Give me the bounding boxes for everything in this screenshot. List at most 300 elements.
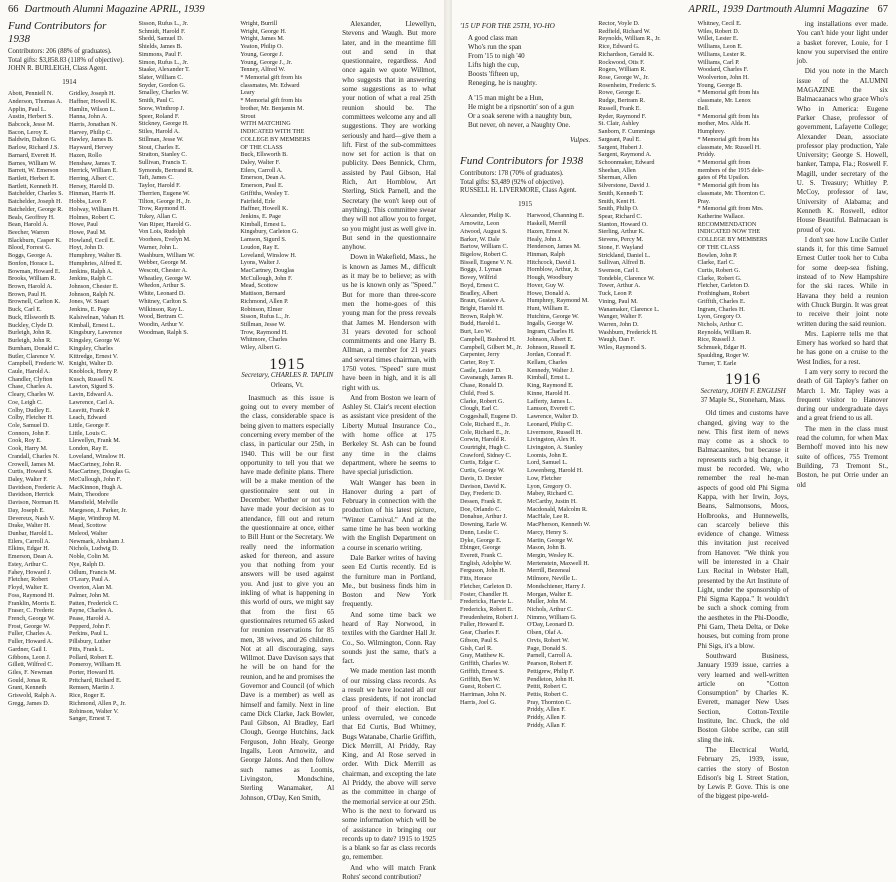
contributor-name: Doe, Orlando C. bbox=[460, 505, 501, 513]
contributor-name: Lawrence, Walter D. bbox=[527, 413, 579, 421]
contributor-name: Schmuek, Edgar H. bbox=[697, 344, 746, 352]
contributor-name: Carpenter, Jerry bbox=[460, 351, 500, 359]
contributor-name: Lyon, Gregory O. bbox=[527, 482, 572, 490]
contributor-name: Batchelder, Charles S. bbox=[8, 190, 64, 198]
contributor-name: Leary bbox=[240, 89, 255, 97]
contributor-name: Kusch, Russell N. bbox=[69, 375, 114, 383]
class-notes-paragraph: Dale Barker writes of having seen Ed Curtis recently. Ed is the furniture man in Portland, Me., but business finds him in Boston and New York frequently. bbox=[342, 553, 436, 609]
contributor-name: Woodman, Ralph S. bbox=[138, 328, 189, 336]
contributor-name: Priddy, Allen F. bbox=[527, 706, 566, 714]
contributor-name: Burnham, Donald C. bbox=[8, 344, 60, 352]
contributor-name: Abott, Penniell N. bbox=[8, 90, 54, 98]
contributor-name: Ferguson, John H. bbox=[460, 567, 506, 575]
contributor-name: Stout, Charles E. bbox=[138, 143, 181, 151]
class-notes-1916 bbox=[698, 409, 789, 801]
contributor-name: Griffith, Charles E. bbox=[697, 297, 746, 305]
contributor-name: McCullough, John F. bbox=[240, 274, 293, 282]
contributor-name: Muller, John M. bbox=[527, 598, 568, 606]
contributor-name: Kingsley, Charles bbox=[69, 344, 113, 352]
class-address-1915: Orleans, Vt. bbox=[270, 381, 304, 389]
contributor-name: Gould, Jonas R. bbox=[8, 676, 48, 684]
contributor-name: brother, Mr. Benjamin M. bbox=[240, 104, 305, 112]
contributor-name: Ryder, Raymond F. bbox=[598, 112, 647, 120]
contributor-name: Mead, Scottow bbox=[240, 282, 278, 290]
contributor-name: Snyder, Gordon G. bbox=[138, 81, 186, 89]
contributor-list-a bbox=[8, 90, 64, 723]
contributor-name: Mason, John B. bbox=[527, 544, 566, 552]
contributor-name: Porter, Howard H. bbox=[69, 668, 115, 676]
contributor-name: Williams, Lester R. bbox=[697, 50, 746, 58]
contributor-name: Symonds, Bertrand R. bbox=[138, 166, 194, 174]
contributor-name: Rosenheim, Frederic S. bbox=[598, 81, 657, 89]
contributor-name: Hanna, John A. bbox=[69, 113, 108, 121]
left-page bbox=[0, 0, 444, 882]
contributor-name: Pitts, Frank L. bbox=[69, 645, 105, 653]
contributor-name: Blackburn, Casper K. bbox=[8, 236, 62, 244]
left-col-3 bbox=[139, 20, 233, 598]
contributor-name: Gish, Carl R. bbox=[460, 644, 493, 652]
contributor-name: Mabey, Richard C. bbox=[527, 490, 574, 498]
contributor-name: OF THE CLASS bbox=[240, 143, 283, 151]
contributor-name: Castle, Lester D. bbox=[460, 366, 502, 374]
contributor-name: Griffith, Ernest S. bbox=[460, 667, 505, 675]
contributor-name: Brown, Ralph W. bbox=[460, 312, 503, 320]
contributor-name: Burleigh, John R. bbox=[8, 329, 52, 337]
contributor-name: Chase, Ronald D. bbox=[460, 382, 504, 390]
contributor-name: Gibson, Paul S. bbox=[460, 636, 499, 644]
contributor-name: Humphrey. bbox=[697, 128, 726, 136]
contributor-name: COLLEGE BY MEMBERS bbox=[697, 236, 768, 244]
contributor-name: Pepperd, John F. bbox=[69, 622, 111, 630]
poem-credit: Vulpes. bbox=[570, 136, 591, 145]
contributor-name: Smalley, Charles W. bbox=[138, 89, 189, 97]
contributor-name: Hough, Woodbury bbox=[527, 274, 573, 282]
contributor-name: Snow, Winthrop J. bbox=[138, 104, 185, 112]
contributor-name: Nimmo, William G. bbox=[527, 613, 577, 621]
contributor-name: Babcock, Jesse M. bbox=[8, 120, 55, 128]
contributor-name: Crowell, James M. bbox=[8, 460, 55, 468]
contributor-name: Shedd, Samuel D. bbox=[138, 35, 184, 43]
contributor-name: Martin, George W. bbox=[527, 536, 574, 544]
contributor-name: Mondschiener, Harry J. bbox=[527, 582, 586, 590]
contributor-name: Emerson, Paul E. bbox=[240, 182, 284, 190]
contributor-name: Brown, Paul H. bbox=[8, 290, 47, 298]
contributor-name: Anderson, Thomas A. bbox=[8, 97, 63, 105]
contributor-name: Morgan, Walter E. bbox=[527, 590, 573, 598]
contributor-name: Johnson, Russell E. bbox=[527, 343, 576, 351]
contributor-name: Jenkins, Ralph C. bbox=[69, 275, 113, 283]
contributor-name: Elkins, Edgar H. bbox=[8, 545, 50, 553]
contributor-name: Strout bbox=[240, 112, 256, 120]
contributor-name: Kimball, Ernest L. bbox=[240, 220, 287, 228]
fund-year-1914: 1914 bbox=[62, 77, 77, 86]
contributor-name: Rogers, William R. bbox=[598, 66, 647, 74]
contributor-name: Campbell, Gilbert M., Jr. bbox=[460, 343, 523, 351]
contributor-name: Ingalls, George W. bbox=[527, 320, 574, 328]
contributor-name: * Memorial gift from Mrs. bbox=[697, 205, 764, 213]
contributor-name: Fletcher, Carleton D. bbox=[697, 282, 750, 290]
contributor-name: Fuller, Charles A. bbox=[8, 630, 52, 638]
contributor-name: Cavanaugh, James R. bbox=[460, 374, 514, 382]
contributor-name: O'Day, Leonard D. bbox=[527, 621, 574, 629]
contributor-name: Barnard, Everett H. bbox=[8, 151, 57, 159]
contributor-name: Harvey, Philip C. bbox=[69, 128, 112, 136]
contributor-name: Loveland, Winslow H. bbox=[69, 452, 126, 460]
contributor-name: Rockwood, Otis F. bbox=[598, 58, 645, 66]
contributor-name: Burt, Leo W. bbox=[460, 328, 492, 336]
contributor-name: Redfield, Richard W. bbox=[598, 27, 651, 35]
contributor-name: Sisson, Rufus L., Jr. bbox=[240, 313, 291, 321]
contributor-name: Waugh, Dan F. bbox=[598, 336, 636, 344]
poem-line: Reneging, he is naughty. bbox=[468, 79, 537, 88]
contributor-name: Main, Theodore bbox=[69, 491, 109, 499]
contributor-name: Woodard, Charles F. bbox=[697, 66, 749, 74]
contributor-name: COLLEGE BY MEMBERS bbox=[240, 135, 311, 143]
contributor-name: Fitts, Horace bbox=[460, 575, 492, 583]
left-col-fund-1914 bbox=[8, 20, 131, 723]
contributor-name: Reynolds, William R., Jr. bbox=[598, 35, 661, 43]
contributor-name: Cole, Richard E., Jr. bbox=[460, 420, 511, 428]
contributor-name: Fuller, Howard A. bbox=[8, 638, 53, 646]
contributor-name: Kimball, Ernst L. bbox=[527, 374, 571, 382]
contributor-name: Jordan, Conrad F. bbox=[527, 351, 571, 359]
contributor-name: Wiley, Albert G. bbox=[240, 344, 281, 352]
contributor-name: Perkins, Paul L. bbox=[69, 630, 109, 638]
contributor-name: Bradley, Albert bbox=[460, 289, 498, 297]
contributor-name: Jenkins, E. Page bbox=[240, 212, 281, 220]
contributor-name: Hazen, Rollo bbox=[69, 151, 102, 159]
contributor-name: Smith, Kent H. bbox=[598, 197, 636, 205]
contributor-name: Pettit, Robert C. bbox=[527, 683, 568, 691]
contributor-name: Robinson, Walter V. bbox=[69, 707, 119, 715]
contributor-name: Newmark, Abraham J. bbox=[69, 537, 125, 545]
contributor-name: Tenney, Alfred W. bbox=[240, 66, 286, 74]
contributor-name: Shields, James B. bbox=[138, 43, 183, 51]
contributor-name: Barlow, Richard J.S. bbox=[8, 144, 59, 152]
contributor-name: Wilkinson, Ray L. bbox=[138, 305, 184, 313]
contributor-name: Leach, Edward bbox=[69, 414, 107, 422]
contributor-name: Stratton, Stanley C. bbox=[138, 151, 187, 159]
contributor-name: Chandler, Clyfton bbox=[8, 375, 53, 383]
contributor-name: Parnell, Carroll A. bbox=[527, 652, 573, 660]
contributor-name: Curtis, Robert G. bbox=[697, 267, 741, 274]
contributor-name: Fahey, Howard J. bbox=[8, 568, 52, 576]
contributor-name: Pease, Harold A. bbox=[69, 614, 111, 622]
contributor-name: O'Leary, Paul A. bbox=[69, 576, 110, 584]
contributor-name: Clough, Earl C. bbox=[460, 405, 499, 413]
contributor-name: Washburn, Frederick H. bbox=[598, 328, 658, 336]
contributor-name: Bartlett, Herbert E. bbox=[8, 174, 56, 182]
contributor-name: Lamson, Sigurd S. bbox=[240, 236, 287, 244]
contributor-name: Stillman, Jesse W. bbox=[240, 321, 286, 329]
contributor-name: Leonard, Philip C. bbox=[527, 420, 573, 428]
contributor-name: Livingston, A. Stanley bbox=[527, 443, 583, 451]
contributor-name: Sherman, Allen bbox=[598, 174, 637, 182]
contributor-name: Haskell, Merrill bbox=[527, 220, 567, 228]
contributor-name: Howe, Donald A. bbox=[527, 289, 571, 297]
contributor-name: Harris, Joel G. bbox=[460, 698, 497, 706]
contributor-name: Lowenberg, Harold H. bbox=[527, 467, 583, 475]
poem-line: But never, oh never, a Naughty One. bbox=[468, 121, 571, 130]
right-page bbox=[452, 0, 896, 801]
contributor-name: Howland, Cecil E. bbox=[69, 236, 115, 244]
contributor-name: Lyons, Walter J. bbox=[240, 259, 281, 267]
contributor-name: * Memorial gift from his bbox=[697, 135, 760, 143]
contributor-name: Turner, T. Earle bbox=[697, 359, 737, 367]
contributor-name: Cole, Richard E., Jr. bbox=[460, 428, 511, 436]
contributor-name: Fletcher, Robert bbox=[8, 576, 48, 584]
left-col-4 bbox=[240, 20, 335, 802]
contributor-name: MacPherson, Kenneth W. bbox=[527, 521, 591, 529]
contributor-name: Speer, Roland F. bbox=[138, 112, 180, 120]
contributor-name: Ebinger, George bbox=[460, 544, 501, 552]
contributor-name: Davison, David K. bbox=[460, 482, 507, 490]
contributor-name: Washburn, William W. bbox=[138, 251, 195, 259]
contributor-name: Stickney, George H. bbox=[138, 120, 189, 128]
poem-title: '15 UP FOR THE 25TH, YO-HO bbox=[460, 22, 555, 30]
contributor-name: Kalsivelnan, Vahan H. bbox=[69, 313, 125, 321]
contributor-name: Holmes, Robert C. bbox=[69, 213, 116, 221]
contributor-name: Tuck, Leon P. bbox=[598, 290, 633, 298]
poem-line: Who's run the span bbox=[468, 43, 522, 52]
contributor-name: Priddy, Allen F. bbox=[527, 714, 566, 722]
contributor-name: Bean, Harold A. bbox=[8, 221, 49, 229]
contributor-name: Spaulding, Roger W. bbox=[697, 351, 750, 359]
contributor-lists-1914 bbox=[8, 90, 131, 723]
contributor-name: Johnson, Albert E. bbox=[527, 335, 573, 343]
contributor-name: Henderson, James M. bbox=[527, 243, 581, 251]
contributor-name: Smith, Kenneth T. bbox=[598, 189, 644, 197]
class-notes-paragraph: Inasmuch as this issue is going out to every member of the class, considerable space is being given to matters especially concerning every member of the class, in particular our 25th, in 1940. This will be our first opportunity to tell you that we have made definite plans. There will be a make mention of the questionnaire sent out in December. Whether or not you have made your decision as to attendance, fill out and return the questionnaire at once, either to Bill Hunt or the Secretary. We really need the information asked for thereon, and assure you that nothing from your answers will be used against you. And just to give you an inkling of what is happening in this world of ours, we might say that from the first 65 questionnaires returned 65 asked for reunion reservations for 85 men, 38 wives, and 26 children. Not at all discouraging, says Willmot. Dave Davison says that he will be on hand for the reunion, and he and promises the Governor and Council (of which Dave is a member) as well as himself and family. Next in line came Dick Clarke, Jack Bowler, Paul Gibson, Al Bradley, Earl Clough, George Hutchins, Jack Ferguson, John Healy, George Ingalls, Leon Arnowitz, and George Jalons. And then follow such names as Loomis, Livingston, Mondschine, Sterling Wanamaker, Al Johnson, O'Day, Ken Smith, bbox=[240, 393, 335, 802]
class-notes-paragraph: Mrs. Lapierre tells me that Emery has worked so hard that he has gone on a cruise to the West Indies, for a rest. bbox=[796, 329, 888, 366]
contributor-name: Batchelder, Joseph H. bbox=[8, 198, 63, 206]
contributor-name: Corwin, Harold R. bbox=[460, 436, 507, 444]
poem-line: Lifts high the cup, bbox=[468, 61, 520, 70]
contributor-name: Williams, Carl P. bbox=[697, 58, 740, 66]
left-running-head-title: Dartmouth Alumni Magazine APRIL, 1939 bbox=[24, 4, 205, 15]
contributor-name: Warner, John L. bbox=[138, 243, 178, 251]
contributor-name: St. Clair, Ashley bbox=[598, 120, 639, 128]
contributor-name: Kittredge, Ernest V. bbox=[69, 352, 118, 360]
contributor-name: Chase, Charles A. bbox=[8, 383, 53, 391]
contributor-name: Hinman, Harris H. bbox=[69, 190, 116, 198]
contributor-name: Johnson, Chester E. bbox=[69, 283, 119, 291]
contributor-name: Buckley, Clyde D. bbox=[8, 321, 54, 329]
contributor-name: Buck, Ellsworth B. bbox=[8, 313, 56, 321]
contributor-name: Beals, Geoffrey H. bbox=[8, 213, 55, 221]
contributor-name: Emerson, Dean A. bbox=[8, 553, 54, 561]
contributor-name: * Memorial gift from his bbox=[697, 112, 760, 120]
contributor-name: Pillsbury, Luther bbox=[69, 638, 111, 646]
contributor-name: Hayward, Hervey bbox=[69, 144, 114, 152]
contributor-name: Slater, William C. bbox=[138, 74, 183, 82]
contributor-name: Pomeroy, William H. bbox=[69, 661, 122, 669]
contributor-name: Pearson, Robert F. bbox=[527, 660, 573, 668]
contributor-name: OF THE CLASS bbox=[697, 243, 740, 251]
contributor-name: Bartow, William C. bbox=[460, 243, 509, 251]
contributor-name: classmate, Mr. Thornton C. bbox=[697, 189, 766, 197]
contributor-name: classmates, Mr. Edward bbox=[240, 81, 300, 89]
contributor-name: Humphrey, Raymond M. bbox=[527, 297, 589, 305]
contributor-name: Loomis, John E. bbox=[527, 451, 568, 459]
contributor-name: Pollard, Robert E. bbox=[69, 653, 114, 661]
contributor-name: Crandall, Charles N. bbox=[8, 452, 59, 460]
contributor-name: Pettigrew, Philip F. bbox=[527, 667, 575, 675]
contributor-name: classmate, Mr. Lenox bbox=[697, 97, 751, 105]
contributor-name: Warren, John D. bbox=[598, 321, 639, 329]
contributor-name: Nye, Ralph D. bbox=[69, 560, 105, 568]
contributor-name: Lyon, Gregory O. bbox=[697, 313, 742, 321]
contributor-name: English, Adolphe W. bbox=[460, 559, 512, 567]
left-running-head bbox=[8, 4, 205, 15]
contributor-name: Day, Joseph E. bbox=[8, 506, 45, 514]
contributor-name: Low, Fletcher bbox=[527, 474, 562, 482]
contributor-name: Margeson, J. Parker, Jr. bbox=[69, 506, 127, 514]
contributor-name: Buck, Ellsworth B. bbox=[240, 151, 288, 159]
contributor-name: Fredericks, Harvie L. bbox=[460, 598, 513, 606]
contributor-name: Eilers, Carroll A. bbox=[240, 166, 283, 174]
contributor-name: Barker, W. Dale bbox=[460, 235, 500, 243]
fund-info-line: Contributors: 206 (88% of graduates). bbox=[8, 48, 112, 55]
contributor-name: Boggs, George A. bbox=[8, 252, 53, 260]
contributor-list-c bbox=[240, 20, 334, 352]
contributor-name: Bonfon, Horace L. bbox=[8, 259, 55, 267]
class-notes-paragraph: We made mention last month of our missing class records. As a result we have located all our class presidents, if not ironclad proof of their election. But unless overruled, we concede that Ed Curtis, Bud Whitney, Bugs Watanabe, Charlie Griffith, Dick Merrill, Al Priddy, Ray King, and Al Rose served in order. With Dick Merrill as chairman, and excepting the late Al Priddy, the above will serve as the committee in charge of the memorial service at our 25th. Who is the next to forward us some information which will be of assistance in bringing our records up to date? 1915 to 1925 is a blank so far as class records go, remember. bbox=[342, 667, 436, 862]
contributor-name: Howe, Paul bbox=[69, 221, 98, 229]
contributor-name: Patten, Frederick C. bbox=[69, 599, 119, 607]
contributor-name: Devereux, Nash V. bbox=[8, 514, 55, 522]
class-secretary-1915: Secretary, CHARLES R. TAPLIN bbox=[241, 371, 334, 380]
contributor-name: * Memorial gift from bbox=[697, 158, 751, 166]
contributor-name: Buck, Carl E. bbox=[8, 306, 42, 314]
contributor-name: Vining, Paul M. bbox=[598, 297, 638, 305]
contributor-name: Nichols, Arthur C. bbox=[697, 321, 744, 329]
contributor-name: Richmond, Allen P. bbox=[240, 297, 289, 305]
contributor-name: Little, Louis C. bbox=[69, 429, 107, 437]
contributor-name: Crawford, Sidney C. bbox=[460, 451, 512, 459]
contributor-name: Coggeshall, Eugene D. bbox=[460, 413, 518, 421]
contributor-name: Whitmore, Charles bbox=[240, 336, 288, 344]
contributor-name: Bowman, Howard E. bbox=[8, 267, 61, 275]
contributor-name: Whedon, Arthur S. bbox=[138, 282, 186, 290]
fund-info-line: Contributors: 178 (70% of graduates). bbox=[460, 170, 564, 178]
contributor-name: Lafferty, James L. bbox=[527, 397, 572, 405]
contributor-name: Knoblock, Henry P. bbox=[69, 367, 118, 375]
contributor-name: Wright, James M. bbox=[240, 35, 285, 43]
contributor-name: Boyd, Ernest C. bbox=[460, 281, 500, 289]
contributor-name: Silverstone, David J. bbox=[598, 182, 650, 190]
contributor-name: Hutchins, George W. bbox=[527, 312, 579, 320]
contributor-name: WITH MATCHING bbox=[240, 120, 291, 128]
contributor-name: Richardson, Gerald K. bbox=[598, 50, 654, 58]
contributor-name: Mattison, Bernard bbox=[240, 290, 286, 298]
contributor-name: Drake, Walter H. bbox=[8, 522, 50, 530]
contributor-name: Barnes, William W. bbox=[8, 159, 57, 167]
contributor-name: Brownell, Carlton K. bbox=[8, 298, 61, 306]
class-notes-paragraph: And from Boston we learn of Ashley St. Clair's recent election as assistant vice president of the Liberty Mutual Insurance Co., with home office at 175 Berkeley St. Ash can be found any time in the claims department, where he seems to have special jurisdiction. bbox=[342, 393, 436, 477]
right-running-head-title: APRIL, 1939 Dartmouth Alumni Magazine bbox=[688, 4, 869, 15]
left-columns bbox=[8, 20, 436, 882]
contributor-name: McCarthy, Justin H. bbox=[527, 497, 577, 505]
fund-info-1914 bbox=[8, 48, 131, 74]
contributor-name: Strickland, Daniel L. bbox=[598, 251, 651, 259]
contributor-name: Dessen, Frank E. bbox=[460, 497, 503, 505]
contributor-name: Bartlett, Kenneth H. bbox=[8, 182, 59, 190]
contributor-name: Wright, George H. bbox=[240, 27, 287, 35]
contributor-name: Harwood, Channing E. bbox=[527, 212, 585, 220]
contributor-name: Sanborn, F. Cummings bbox=[598, 128, 656, 136]
contributor-name: Holway, William H. bbox=[69, 205, 119, 213]
contributor-name: Curtis, Howard S. bbox=[8, 468, 53, 476]
contributor-name: Bright, Harold H. bbox=[460, 305, 504, 312]
poem-line: From '15 to nigh '40 bbox=[468, 52, 525, 61]
contributor-name: Johnson, Ralph N. bbox=[69, 290, 115, 298]
contributor-name: Herring, Albert C. bbox=[69, 174, 115, 182]
contributor-name: Child, Fred S. bbox=[460, 389, 495, 397]
contributor-name: members of the 1915 dele- bbox=[697, 166, 764, 174]
class-notes-paragraph: Down in Wakefield, Mass., he is known as James M., difficult as it may be to believe; as with us he is known only as "Speed." But for more than three-score men the home-goes of this young man for the press reveals that James M. Henderson with 31 years devoted for school commitments and one Harry B. Allman, a member for 21 years and several times chairman, with 1750 votes. "Speed" sure must have been in high, and it is all right with us. bbox=[342, 253, 436, 392]
contributor-name: Fredericks, Robert E. bbox=[460, 606, 513, 614]
contributor-name: Emerson, Dean A. bbox=[240, 174, 286, 182]
contributor-name: Tondeble, Clarence W. bbox=[598, 274, 655, 282]
contributor-name: London, Ray E. bbox=[69, 445, 109, 453]
contributor-name: Harris, Jonathan N. bbox=[69, 120, 118, 128]
contributor-name: Olsen, Olaf A. bbox=[527, 629, 563, 637]
contributor-name: Estey, Arthur C. bbox=[8, 560, 48, 568]
contributor-name: Rudge, Bertram R. bbox=[598, 97, 646, 105]
contributor-name: Hover, Guy W. bbox=[527, 281, 565, 289]
contributor-name: Simmons, Paul F. bbox=[138, 50, 183, 58]
fund-year-1915: 1915 bbox=[518, 200, 533, 209]
contributor-name: Clarke, Earl C. bbox=[697, 259, 735, 267]
contributor-name: Rowe, George E. bbox=[598, 89, 641, 97]
contributor-name: Sargent, Raymond A. bbox=[598, 151, 652, 159]
contributor-name: Freudenheim, Robert J. bbox=[460, 613, 519, 621]
contributor-name: Budd, Harold L. bbox=[460, 320, 501, 328]
right-columns bbox=[460, 20, 888, 801]
contributor-name: Butler, Clarence V. bbox=[8, 352, 55, 360]
contributor-name: Kingsbury, Carleton G. bbox=[240, 228, 299, 236]
contributor-name: Whitney, Carlton S. bbox=[138, 297, 188, 305]
contributor-name: Pray. bbox=[697, 197, 711, 205]
poem-stanza bbox=[460, 34, 590, 88]
contributor-name: Gardner, Gail I. bbox=[8, 645, 47, 653]
contributor-name: Pettis, Robert C. bbox=[527, 690, 568, 698]
contributor-name: Meleod, Walter bbox=[69, 530, 108, 538]
contributor-name: Kinne, Harold H. bbox=[527, 389, 571, 397]
contributor-name: Sisson, Rufus L., Jr. bbox=[138, 20, 189, 27]
contributor-name: Atwood, August S. bbox=[460, 227, 508, 235]
contributor-name: Wanamaker, Clarence L. bbox=[598, 305, 660, 313]
contributor-name: classmate, Mr. Russell H. bbox=[697, 143, 761, 151]
contributor-name: Robinson, Elmer bbox=[240, 305, 283, 313]
contributor-name: Colby, Dudley E. bbox=[8, 406, 51, 414]
contributor-name: Cole, Samuel D. bbox=[8, 421, 49, 429]
contributor-name: Foster, Chandler H. bbox=[460, 590, 509, 598]
class-notes-paragraph: Did you note in the March issue of the ALUMNI MAGAZINE the six Balmacaanacs who grace Who's Who in America: Eugene Parker Chase, professor of government, Lafayette College; Alexander Dean, associate professor play production, Yale University; George S. Howell, banker, Tampa, Fla.; Roswell F. Magill, under secretary of the U. S. Treasury; Whitley P. McCoy, professor of law, University of Alabama; and Kenneth K. Roswell, editor House Beautiful. Balmacaan is proud of you. bbox=[796, 67, 888, 234]
contributor-name: Carter, Roy T. bbox=[460, 359, 495, 367]
contributor-name: Williams, Leon E. bbox=[697, 43, 743, 51]
contributor-name: Spear, Richard C. bbox=[598, 212, 643, 220]
contributor-name: Sheehan, Allen bbox=[598, 166, 636, 174]
contributor-name: Fraser, C. Frederic bbox=[8, 607, 55, 615]
contributor-name: Harriman, John N. bbox=[460, 690, 507, 698]
contributor-name: Hoyt, John D. bbox=[69, 244, 104, 252]
contributor-name: Gridley, Joseph H. bbox=[69, 90, 116, 98]
contributor-name: Marcy, Henry S. bbox=[527, 528, 568, 536]
contributor-name: Kimball, Ernest L. bbox=[69, 321, 116, 329]
fund-info-line: RUSSELL H. LIVERMORE, Class Agent. bbox=[460, 187, 577, 195]
